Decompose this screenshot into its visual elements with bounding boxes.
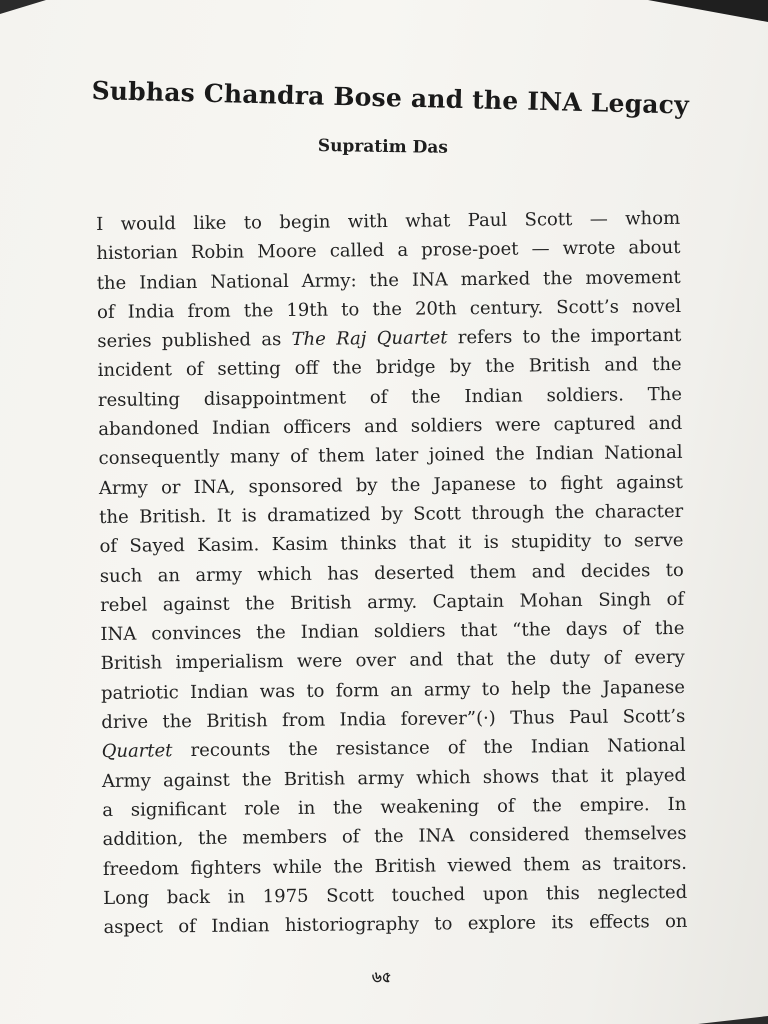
- body-line: the Indian National Army: the INA marked the movement: [96, 266, 681, 294]
- body-line: aspect of Indian historiography to explore its effects on: [103, 910, 688, 939]
- body-line: British imperialism were over and that the duty of every: [100, 647, 685, 675]
- body-line: addition, the members of the INA considered themselves: [102, 823, 687, 851]
- body-line: resulting disappointment of the Indian soldiers. The: [97, 383, 683, 411]
- italic-title: Quartet: [101, 740, 173, 763]
- body-line: Long back in 1975 Scott touched upon this neglected: [103, 881, 688, 909]
- page-corner-shadow: [698, 1016, 768, 1024]
- body-line: INA convinces the Indian soldiers that “the days of the: [100, 618, 685, 646]
- body-line: historian Robin Moore called a prose-poet — wrote about: [96, 237, 681, 265]
- body-line: Quartet recounts the resistance of the Indian National: [101, 735, 686, 763]
- body-line: of Sayed Kasim. Kasim thinks that it is stupidity to serve: [99, 530, 684, 558]
- body-line: patriotic Indian was to form an army to help the Japanese: [100, 676, 686, 704]
- body-line: a significant role in the weakening of the empire. In: [102, 793, 687, 821]
- body-line: freedom fighters while the British viewed them as traitors.: [102, 852, 687, 880]
- body-line: I would like to begin with what Paul Scott — whom: [96, 207, 681, 235]
- body-line: abandoned Indian officers and soldiers were captured and: [98, 412, 683, 441]
- page-corner-shadow: [648, 0, 768, 22]
- body-line: the British. It is dramatized by Scott through the character: [99, 500, 684, 528]
- body-line: Army or INA, sponsored by the Japanese to fight against: [98, 471, 683, 499]
- page-corner-shadow: [0, 0, 46, 14]
- body-line: series published as The Raj Quartet refers to the important: [97, 325, 682, 353]
- body-line: rebel against the British army. Captain Mohan Singh of: [100, 588, 685, 616]
- body-line: of India from the 19th to the 20th century. Scott’s novel: [96, 295, 682, 323]
- article-title: Subhas Chandra Bose and the INA Legacy: [91, 76, 690, 120]
- article-body: [96, 204, 688, 942]
- body-line: drive the British from India forever”(·) Thus Paul Scott’s: [101, 705, 686, 734]
- page-number: ৬৫: [372, 968, 392, 986]
- italic-title: The Raj Quartet: [291, 327, 448, 351]
- body-line: incident of setting off the bridge by the British and the: [97, 354, 682, 382]
- article-author: Supratim Das: [317, 136, 449, 158]
- body-line: such an army which has deserted them and decides to: [99, 559, 684, 587]
- body-line: consequently many of them later joined the Indian National: [98, 442, 683, 470]
- body-line: Army against the British army which shows that it played: [101, 764, 687, 792]
